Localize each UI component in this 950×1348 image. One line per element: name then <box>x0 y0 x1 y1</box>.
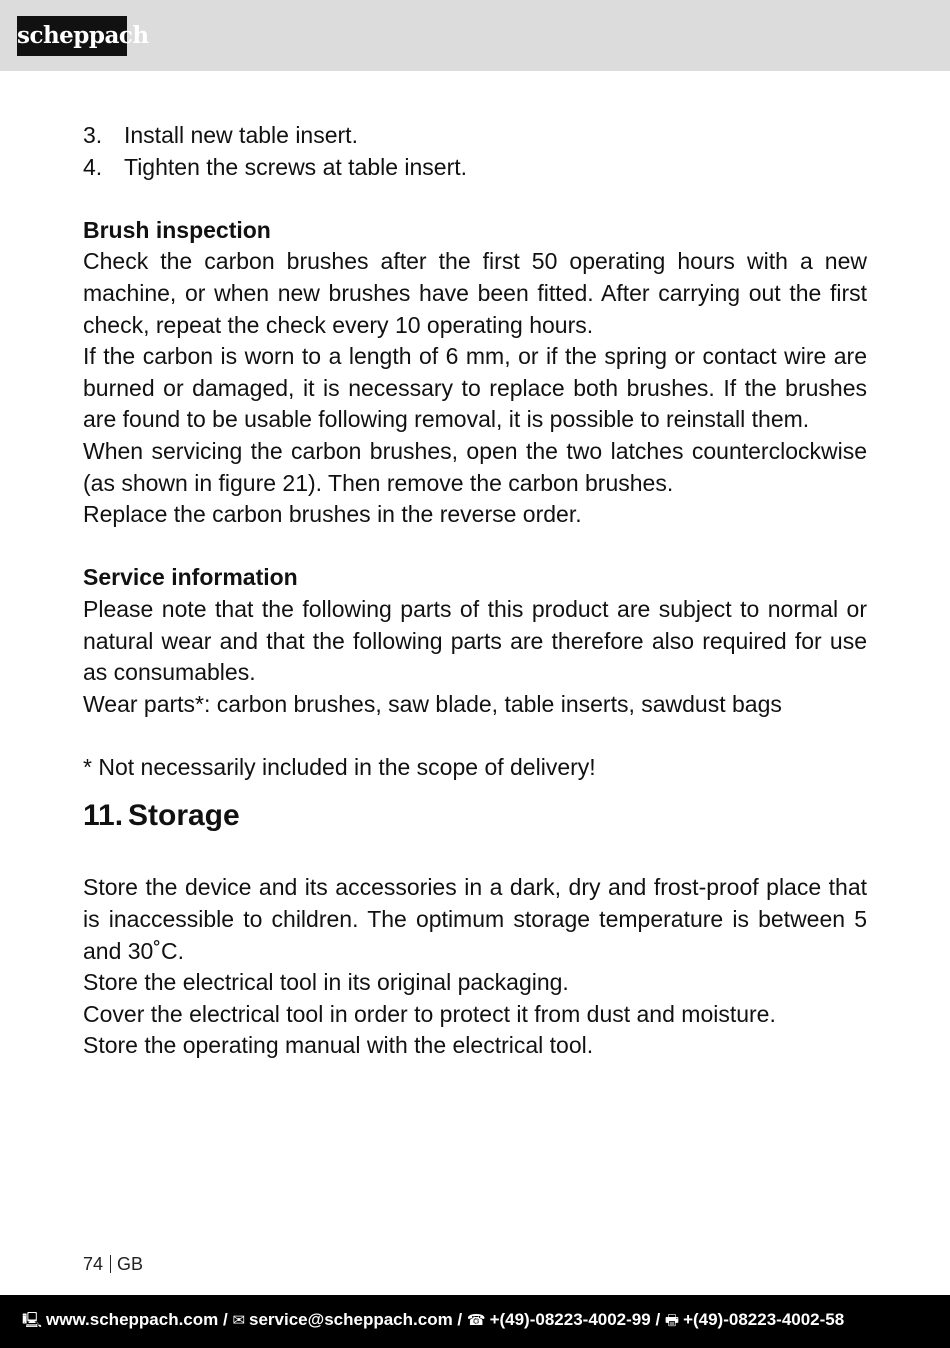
storage-paragraph: Store the operating manual with the electrical tool. <box>83 1032 594 1059</box>
section-title: Storage <box>128 799 240 833</box>
step-text: Tighten the screws at table insert. <box>124 153 468 180</box>
step-number: 3. <box>83 122 103 148</box>
step-item <box>83 120 867 152</box>
page-language: GB <box>117 1254 144 1274</box>
storage-paragraph: Store the device and its accessories in a dark, dry and frost-proof place that is inaccessible to children. The optimum storage temperature is between 5 and 30˚C. <box>83 874 867 964</box>
brush-inspection-heading: Brush inspection <box>83 216 271 243</box>
footer-website: www.scheppach.com <box>46 1310 219 1329</box>
fax-icon: 🖶 <box>664 1312 680 1329</box>
brush-paragraph: Replace the carbon brushes in the reverse order. <box>83 501 582 528</box>
page-header <box>0 0 950 71</box>
footer-separator: / <box>650 1310 665 1329</box>
step-text: Install new table insert. <box>124 122 358 148</box>
mail-icon: ✉ <box>232 1312 246 1329</box>
brush-paragraph: If the carbon is worn to a length of 6 mm, or if the spring or contact wire are burned or damaged, it is necessary to replace both brushes. If the brushes are found to be usable following removal, it is possible to reinstall them. <box>83 343 867 433</box>
service-information-heading: Service information <box>83 564 298 591</box>
storage-paragraph: Cover the electrical tool in order to protect it from dust and moisture. <box>83 1000 776 1027</box>
contact-footer <box>0 1295 950 1348</box>
scheppach-logo: scheppach <box>17 16 127 56</box>
page-number-value: 74 <box>83 1254 104 1274</box>
section-number: 11. <box>83 799 124 833</box>
footer-phone: +(49)-08223-4002-99 <box>489 1310 651 1329</box>
divider <box>110 1255 111 1273</box>
footer-fax: +(49)-08223-4002-58 <box>683 1310 845 1329</box>
service-paragraph: Please note that the following parts of this product are subject to normal or natural wear and that the following parts are therefore also required for use as consumables. <box>83 595 867 686</box>
page-number <box>83 1252 143 1276</box>
phone-icon: ☎ <box>466 1312 486 1329</box>
delivery-note: * Not necessarily included in the scope of delivery! <box>83 753 596 780</box>
footer-email: service@scheppach.com <box>249 1310 453 1329</box>
brush-paragraph: When servicing the carbon brushes, open the two latches counterclockwise (as shown in figure 21). Then remove the carbon brushes. <box>83 437 867 496</box>
step-item <box>83 152 867 184</box>
brush-paragraph: Check the carbon brushes after the first 50 operating hours with a new machine, or when new brushes have been fitted. After carrying out the first check, repeat the check every 10 operating hours. <box>83 248 867 338</box>
storage-paragraph: Store the electrical tool in its original packaging. <box>83 969 569 996</box>
footer-separator: / <box>452 1310 467 1329</box>
section-heading-storage <box>83 796 867 836</box>
computer-icon: 🖳 <box>22 1312 43 1329</box>
step-number: 4. <box>83 153 103 180</box>
wear-parts-text: Wear parts*: carbon brushes, saw blade, table inserts, sawdust bags <box>83 690 782 717</box>
footer-separator: / <box>218 1310 233 1329</box>
main-content <box>83 120 867 1062</box>
